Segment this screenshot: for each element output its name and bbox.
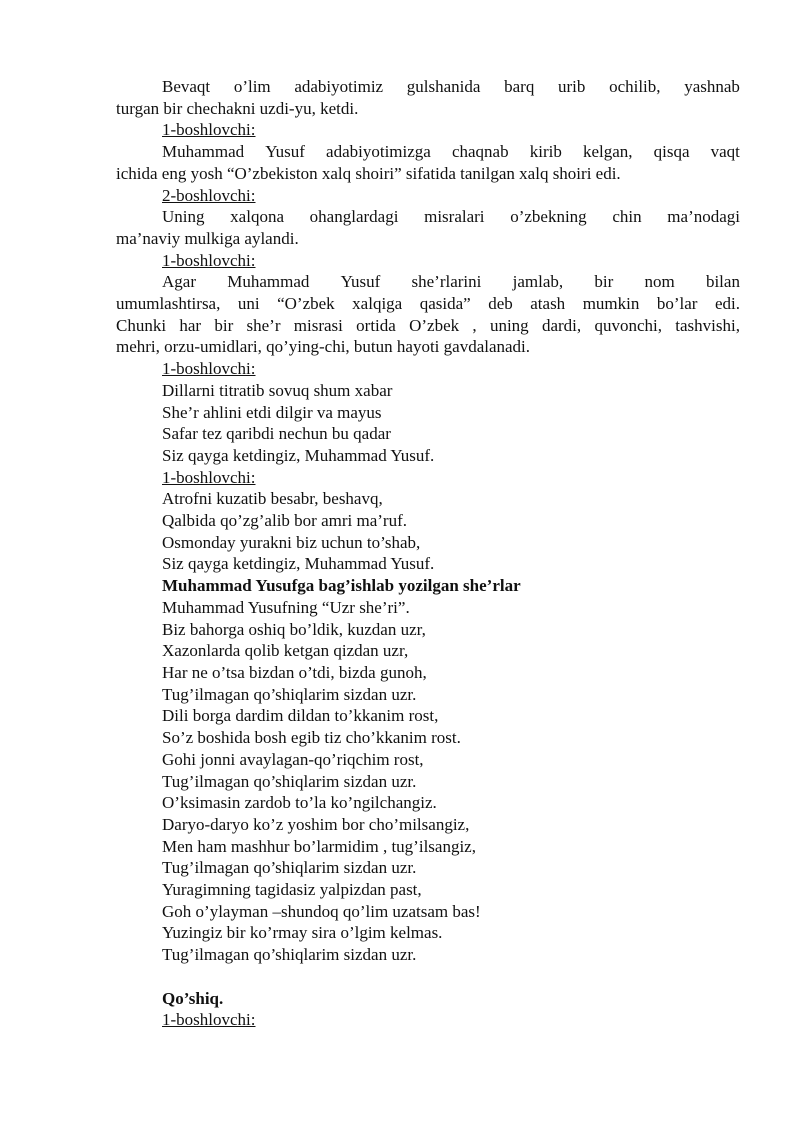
verse-line: Biz bahorga oshiq bo’ldik, kuzdan uzr, xyxy=(162,619,426,639)
word: Bevaqt xyxy=(162,77,211,96)
speaker-label: 1-boshlovchi: xyxy=(162,467,256,487)
paragraph-first-line xyxy=(116,141,740,163)
verse-line: Tug’ilmagan qo’shiqlarim sizdan uzr. xyxy=(162,684,417,704)
word: adabiyotimiz xyxy=(294,77,384,96)
word: ohanglardagi xyxy=(309,207,399,227)
paragraph-first-line xyxy=(116,271,740,293)
word: edi. xyxy=(714,294,740,314)
paragraph-last-line: ichida eng yosh “O’zbekiston xalq shoiri” sifatida tanilgan xalq shoiri edi. xyxy=(116,163,621,183)
word: Uning xyxy=(162,207,205,227)
word: nom xyxy=(644,272,675,292)
verse-line: Safar tez qaribdi nechun bu qadar xyxy=(162,424,391,444)
word: adabiyotimizga xyxy=(326,142,431,162)
verse-line: Dillarni titratib sovuq shum xabar xyxy=(162,380,393,400)
word: ma’nodagi xyxy=(667,207,740,227)
verse-line: Tug’ilmagan qo’shiqlarim sizdan uzr. xyxy=(162,771,417,791)
word: Yusuf xyxy=(265,142,305,162)
verse-line: Men ham mashhur bo’larmidim , tug’ilsangiz, xyxy=(162,836,476,856)
word: atash xyxy=(530,294,566,314)
verse-line: O’ksimasin zardob to’la ko’ngilchangiz. xyxy=(162,793,437,813)
word: mumkin xyxy=(582,294,640,314)
verse-line: Daryo-daryo ko’z yoshim bor cho’milsangiz, xyxy=(162,814,470,834)
section-heading: Qo’shiq. xyxy=(162,988,224,1008)
word: o’lim xyxy=(233,77,271,96)
word: O’zbek xyxy=(409,315,460,335)
verse-line: Yuzingiz bir ko’rmay sira o’lgim kelmas. xyxy=(162,923,443,943)
word: misrasi xyxy=(293,315,343,335)
verse-line: Siz qayga ketdingiz, Muhammad Yusuf. xyxy=(162,554,435,574)
speaker-label: 1-boshlovchi: xyxy=(162,359,256,379)
speaker-label: 1-boshlovchi: xyxy=(162,120,256,140)
paragraph-last-line: mehri, orzu-umidlari, qo’ying-chi, butun hayoti gavdalanadi. xyxy=(116,337,531,357)
verse-line: Dili borga dardim dildan to’kkanim rost, xyxy=(162,706,439,726)
word: dardi, xyxy=(541,315,582,335)
word: chin xyxy=(612,207,642,227)
verse-line: So’z boshida bosh egib tiz cho’kkanim rost. xyxy=(162,728,461,748)
speaker-label: 1-boshlovchi: xyxy=(162,250,256,270)
verse-line: Tug’ilmagan qo’shiqlarim sizdan uzr. xyxy=(162,858,417,878)
word: Muhammad xyxy=(162,142,245,162)
word: Chunki xyxy=(116,315,167,335)
word: Agar xyxy=(162,272,196,292)
verse-line: Yuragimning tagidasiz yalpizdan past, xyxy=(162,880,422,900)
word: kelgan, xyxy=(582,142,633,162)
word: xalqiga xyxy=(352,294,403,314)
word: ortida xyxy=(356,315,396,335)
word: she’r xyxy=(246,315,281,335)
word: qisqa xyxy=(653,142,690,162)
word: kirib xyxy=(529,142,562,162)
word: misralari xyxy=(424,207,485,227)
verse-line: Goh o’ylayman –shundoq qo’lim uzatsam bas! xyxy=(162,901,481,921)
word: gulshanida xyxy=(406,77,481,96)
word: bo’lar xyxy=(656,294,698,314)
word: bilan xyxy=(705,272,740,292)
word: uni xyxy=(237,294,260,314)
word: har xyxy=(179,315,202,335)
word: deb xyxy=(488,294,513,314)
word: yashnab xyxy=(684,77,740,96)
verse-line: Osmonday yurakni biz uchun to’shab, xyxy=(162,532,421,552)
verse-line: Tug’ilmagan qo’shiqlarim sizdan uzr. xyxy=(162,945,417,965)
word: xalqona xyxy=(230,207,284,227)
paragraph-first-line xyxy=(116,206,740,228)
paragraph-line xyxy=(116,315,740,337)
word: umumlashtirsa, xyxy=(116,294,221,314)
word: urib xyxy=(558,77,586,96)
word: ochilib, xyxy=(609,77,661,96)
paragraph-line xyxy=(116,293,740,315)
section-heading: Muhammad Yusufga bag’ishlab yozilgan she’rlar xyxy=(162,576,521,596)
blank-line xyxy=(116,966,740,988)
speaker-label: 1-boshlovchi: xyxy=(162,1010,256,1030)
word: uning xyxy=(489,315,529,335)
word: qasida” xyxy=(419,294,471,314)
word: bir xyxy=(214,315,234,335)
word: o’zbekning xyxy=(510,207,587,227)
word: bir xyxy=(594,272,614,292)
word: jamlab, xyxy=(512,272,564,292)
speaker-label: 2-boshlovchi: xyxy=(162,185,256,205)
word: “O’zbek xyxy=(277,294,335,314)
word: Yusuf xyxy=(340,272,381,292)
word: she’rlarini xyxy=(411,272,482,292)
word: barq xyxy=(504,77,535,96)
paragraph-last-line: ma’naviy mulkiga aylandi. xyxy=(116,228,299,248)
verse-line: Atrofni kuzatib besabr, beshavq, xyxy=(162,489,383,509)
word: chaqnab xyxy=(451,142,509,162)
word: vaqt xyxy=(710,142,740,162)
word: Muhammad xyxy=(227,272,310,292)
verse-line: Gohi jonni avaylagan-qo’riqchim rost, xyxy=(162,749,424,769)
verse-line: Xazonlarda qolib ketgan qizdan uzr, xyxy=(162,641,409,661)
verse-line: She’r ahlini etdi dilgir va mayus xyxy=(162,402,382,422)
document-page xyxy=(116,76,740,1031)
word: quvonchi, xyxy=(594,315,662,335)
verse-line: Muhammad Yusufning “Uzr she’ri”. xyxy=(162,597,410,617)
word: , xyxy=(472,315,477,335)
word: tashvishi, xyxy=(675,315,740,335)
verse-line: Siz qayga ketdingiz, Muhammad Yusuf. xyxy=(162,445,435,465)
verse-line: Qalbida qo’zg’alib bor amri ma’ruf. xyxy=(162,511,407,531)
verse-line: Har ne o’tsa bizdan o’tdi, bizda gunoh, xyxy=(162,662,427,682)
paragraph-last-line: turgan bir chechakni uzdi-yu, ketdi. xyxy=(116,98,359,118)
paragraph-first-line xyxy=(116,76,740,98)
